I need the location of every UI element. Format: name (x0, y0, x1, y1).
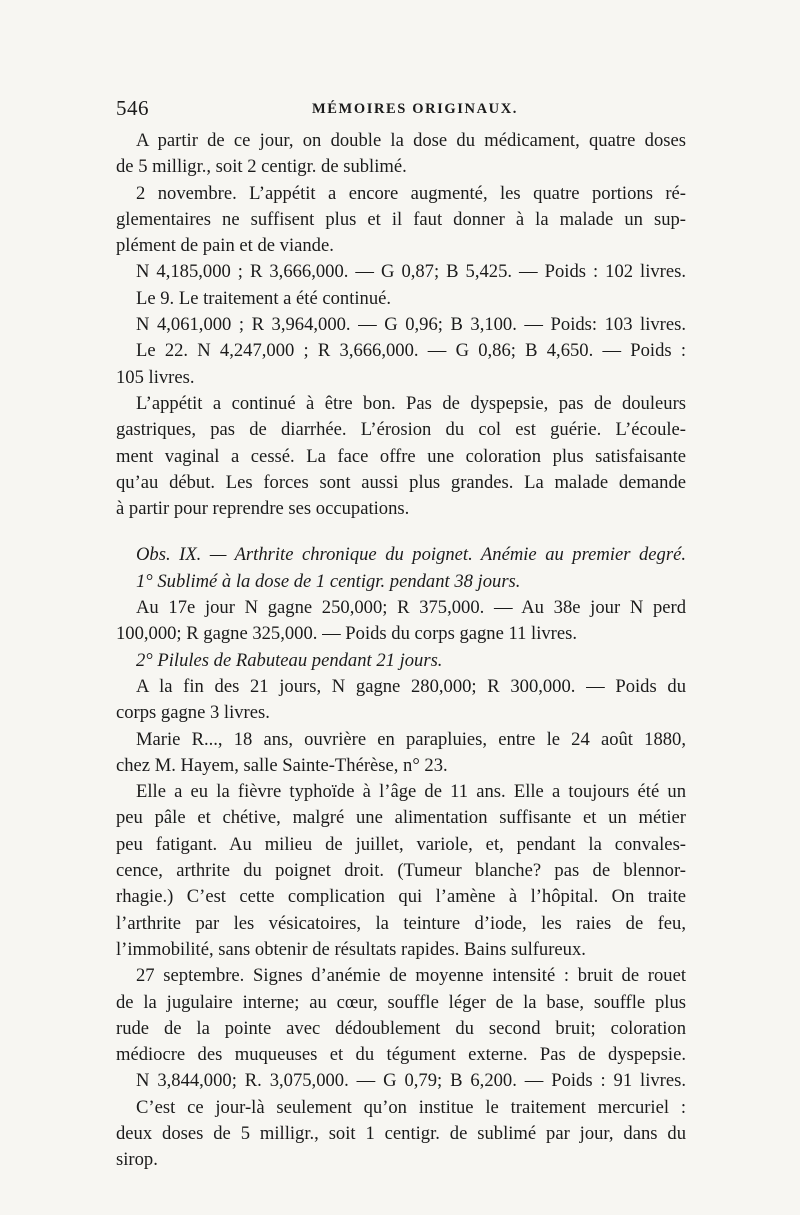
paragraph (116, 259, 686, 285)
paragraph (116, 674, 686, 727)
text-line: corps gagne 3 livres. (116, 702, 270, 724)
text-line: plément de pain et de viande. (116, 235, 334, 257)
section-gap (116, 522, 686, 542)
text-line: glementaires ne suffisent plus et il faut donner à la malade un sup- (116, 208, 686, 230)
text-line: peu pâle et chétive, malgré une alimentation suffisante et un métier (116, 807, 686, 829)
paragraph (116, 779, 686, 963)
text-line: l’arthrite par les vésicatoires, la teinture d’iode, les raies de feu, (116, 912, 686, 934)
text-line: chez M. Hayem, salle Sainte-Thérèse, n° 23. (116, 754, 448, 776)
page-header (116, 96, 686, 124)
text-line: Le 22. N 4,247,000 ; R 3,666,000. — G 0,86; B 4,650. — Poids : (136, 340, 686, 362)
paragraph (116, 727, 686, 780)
text-line: médiocre des muqueuses et du tégument externe. Pas de dyspepsie. (116, 1044, 686, 1066)
text-line: 1° Sublimé à la dose de 1 centigr. pendant 38 jours. (136, 570, 521, 592)
paragraph (116, 181, 686, 260)
text-line: Au 17e jour N gagne 250,000; R 375,000. — Au 38e jour N perd (136, 597, 686, 619)
paragraph (116, 542, 686, 568)
text-line: Obs. IX. — Arthrite chronique du poignet. Anémie au premier degré. (136, 544, 686, 566)
text-line: l’immobilité, sans obtenir de résultats rapides. Bains sulfureux. (116, 938, 586, 960)
text-line: qu’au début. Les forces sont aussi plus grandes. La malade demande (116, 471, 686, 493)
text-line: N 4,061,000 ; R 3,964,000. — G 0,96; B 3,100. — Poids: 103 livres. (136, 314, 686, 336)
text-line: N 3,844,000; R. 3,075,000. — G 0,79; B 6,200. — Poids : 91 livres. (136, 1070, 686, 1092)
text-line: rude de la pointe avec dédoublement du second bruit; coloration (116, 1017, 686, 1039)
body-text (116, 128, 686, 1174)
paragraph (116, 1095, 686, 1174)
text-line: Elle a eu la fièvre typhoïde à l’âge de 11 ans. Elle a toujours été un (136, 781, 686, 803)
paragraph (116, 595, 686, 648)
text-line: 100,000; R gagne 325,000. — Poids du corps gagne 11 livres. (116, 623, 578, 645)
page-number: 546 (116, 96, 149, 120)
paragraph (116, 338, 686, 391)
text-line: gastriques, pas de diarrhée. L’érosion du col est guérie. L’écoule- (116, 419, 686, 441)
paragraph (116, 963, 686, 1068)
paragraph (116, 569, 686, 595)
text-line: A partir de ce jour, on double la dose du médicament, quatre doses (136, 130, 686, 151)
paragraph (116, 391, 686, 522)
text-line: peu fatigant. Au milieu de juillet, variole, et, pendant la convales- (116, 833, 686, 855)
text-line: ment vaginal a cessé. La face offre une coloration plus satisfaisante (116, 445, 686, 467)
paragraph (116, 312, 686, 338)
text-line: N 4,185,000 ; R 3,666,000. — G 0,87; B 5,425. — Poids : 102 livres. (136, 261, 686, 283)
text-line: Marie R..., 18 ans, ouvrière en parapluies, entre le 24 août 1880, (136, 728, 686, 750)
paragraph (116, 648, 686, 674)
text-line: de la jugulaire interne; au cœur, souffle léger de la base, souffle plus (116, 991, 686, 1013)
text-line: rhagie.) C’est cette complication qui l’amène à l’hôpital. On traite (116, 886, 686, 908)
text-line: sirop. (116, 1149, 158, 1171)
text-line: 105 livres. (116, 366, 195, 388)
text-line: L’appétit a continué à être bon. Pas de dyspepsie, pas de douleurs (136, 392, 686, 414)
running-title: MÉMOIRES ORIGINAUX. (312, 101, 519, 117)
text-line: 2° Pilules de Rabuteau pendant 21 jours. (136, 649, 443, 671)
text-line: 2 novembre. L’appétit a encore augmenté, les quatre portions ré- (136, 182, 686, 204)
text-line: deux doses de 5 milligr., soit 1 centigr. de sublimé par jour, dans du (116, 1122, 686, 1144)
text-line: à partir pour reprendre ses occupations. (116, 498, 410, 520)
text-line: de 5 milligr., soit 2 centigr. de sublimé. (116, 156, 407, 178)
paragraph (116, 1068, 686, 1094)
text-line: Le 9. Le traitement a été continué. (136, 287, 392, 309)
paragraph (116, 286, 686, 312)
paragraph (116, 128, 686, 181)
text-line: A la fin des 21 jours, N gagne 280,000; R 300,000. — Poids du (136, 675, 686, 697)
text-line: cence, arthrite du poignet droit. (Tumeur blanche? pas de blennor- (116, 860, 686, 882)
text-line: 27 septembre. Signes d’anémie de moyenne intensité : bruit de rouet (136, 965, 686, 987)
text-line: C’est ce jour-là seulement qu’on institue le traitement mercuriel : (136, 1096, 686, 1118)
